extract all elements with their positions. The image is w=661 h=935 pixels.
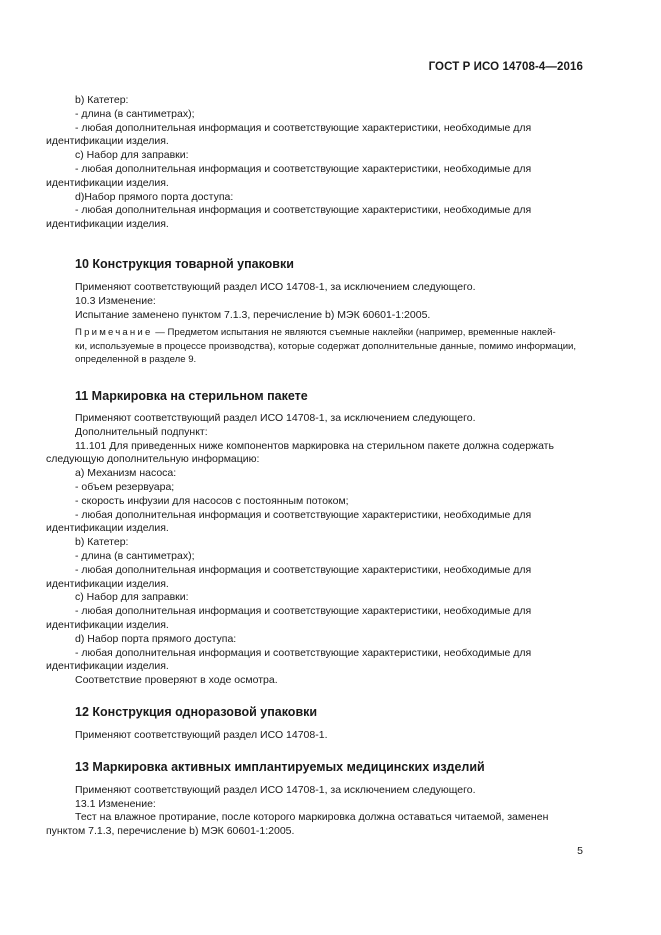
pump-item1: - объем резервуара; — [75, 480, 175, 493]
section-13-line3a: Тест на влажное протирание, после которого маркировка должна оставаться читаемой, заменен — [75, 811, 549, 824]
page-number: 5 — [577, 845, 583, 857]
pump-item3-line1: - любая дополнительная информация и соответствующие характеристики, необходимые для — [75, 508, 532, 521]
section-10-note-line2: ки, используемые в процессе производства), которые содержат дополнительные данные, помимо информации, — [75, 340, 577, 352]
section-13-line3b: пунктом 7.1.3, перечисление b) МЭК 60601-1:2005. — [46, 825, 295, 838]
compliance-text: Соответствие проверяют в ходе осмотра. — [75, 674, 278, 687]
port-label: d)Набор прямого порта доступа: — [75, 190, 234, 203]
section-11-line1: Применяют соответствующий раздел ИСО 14708-1, за исключением следующего. — [75, 411, 476, 424]
port-extra-line1: - любая дополнительная информация и соответствующие характеристики, необходимые для — [75, 204, 532, 217]
section-11-title: 11 Маркировка на стерильном пакете — [75, 388, 308, 403]
pump-item2: - скорость инфузии для насосов с постоянным потоком; — [75, 494, 349, 507]
document-code: ГОСТ Р ИСО 14708-4—2016 — [428, 61, 583, 73]
note-text: Предметом испытания не являются съемные наклейки (например, временные наклей- — [167, 327, 556, 339]
port-item1-line2-11: идентификации изделия. — [46, 660, 169, 673]
section-10-note-line1: Примечание — Предметом испытания не являются съемные наклейки (например, временные наклей- — [75, 327, 556, 339]
catheter-label-11: b) Катетер: — [75, 536, 129, 549]
kit-item1-line2-11: идентификации изделия. — [46, 618, 169, 631]
kit-item1-line1-11: - любая дополнительная информация и соответствующие характеристики, необходимые для — [75, 605, 532, 618]
section-10-title: 10 Конструкция товарной упаковки — [75, 256, 294, 271]
section-11-line3a: 11.101 Для приведенных ниже компонентов маркировка на стерильном пакете должна содержать — [75, 439, 554, 452]
kit-label: c) Набор для заправки: — [75, 149, 189, 162]
kit-label-11: c) Набор для заправки: — [75, 591, 189, 604]
section-11-line2: Дополнительный подпункт: — [75, 425, 208, 438]
note-label: Примечание — [75, 327, 153, 339]
section-11-line3b: следующую дополнительную информацию: — [46, 453, 260, 466]
catheter-length: - длина (в сантиметрах); — [75, 107, 195, 120]
section-10-note-line3: определенной в разделе 9. — [75, 353, 197, 365]
page-content — [46, 94, 583, 839]
section-10-line3: Испытание заменено пунктом 7.1.3, перечисление b) МЭК 60601-1:2005. — [75, 308, 431, 321]
catheter-label: b) Катетер: — [75, 94, 129, 106]
section-13-line1: Применяют соответствующий раздел ИСО 14708-1, за исключением следующего. — [75, 783, 476, 796]
port-item1-line1-11: - любая дополнительная информация и соответствующие характеристики, необходимые для — [75, 646, 532, 659]
section-12-line1: Применяют соответствующий раздел ИСО 14708-1. — [75, 728, 328, 741]
catheter-extra-line2: идентификации изделия. — [46, 135, 169, 148]
catheter-item2-line2-11: идентификации изделия. — [46, 577, 169, 590]
pump-item3-line2: идентификации изделия. — [46, 522, 169, 535]
section-10-line2: 10.3 Изменение: — [75, 294, 156, 307]
section-10-line1: Применяют соответствующий раздел ИСО 14708-1, за исключением следующего. — [75, 280, 476, 293]
section-13-title: 13 Маркировка активных имплантируемых медицинских изделий — [75, 759, 485, 774]
pump-label: a) Механизм насоса: — [75, 467, 177, 480]
kit-extra-line1: - любая дополнительная информация и соответствующие характеристики, необходимые для — [75, 162, 532, 175]
catheter-extra-line1: - любая дополнительная информация и соответствующие характеристики, необходимые для — [75, 121, 532, 134]
section-12-title: 12 Конструкция одноразовой упаковки — [75, 704, 318, 719]
catheter-item1-11: - длина (в сантиметрах); — [75, 549, 195, 562]
kit-extra-line2: идентификации изделия. — [46, 176, 169, 189]
port-extra-line2: идентификации изделия. — [46, 218, 169, 231]
port-label-11: d) Набор порта прямого доступа: — [75, 632, 237, 645]
catheter-item2-line1-11: - любая дополнительная информация и соответствующие характеристики, необходимые для — [75, 563, 532, 576]
section-13-line2: 13.1 Изменение: — [75, 797, 156, 810]
